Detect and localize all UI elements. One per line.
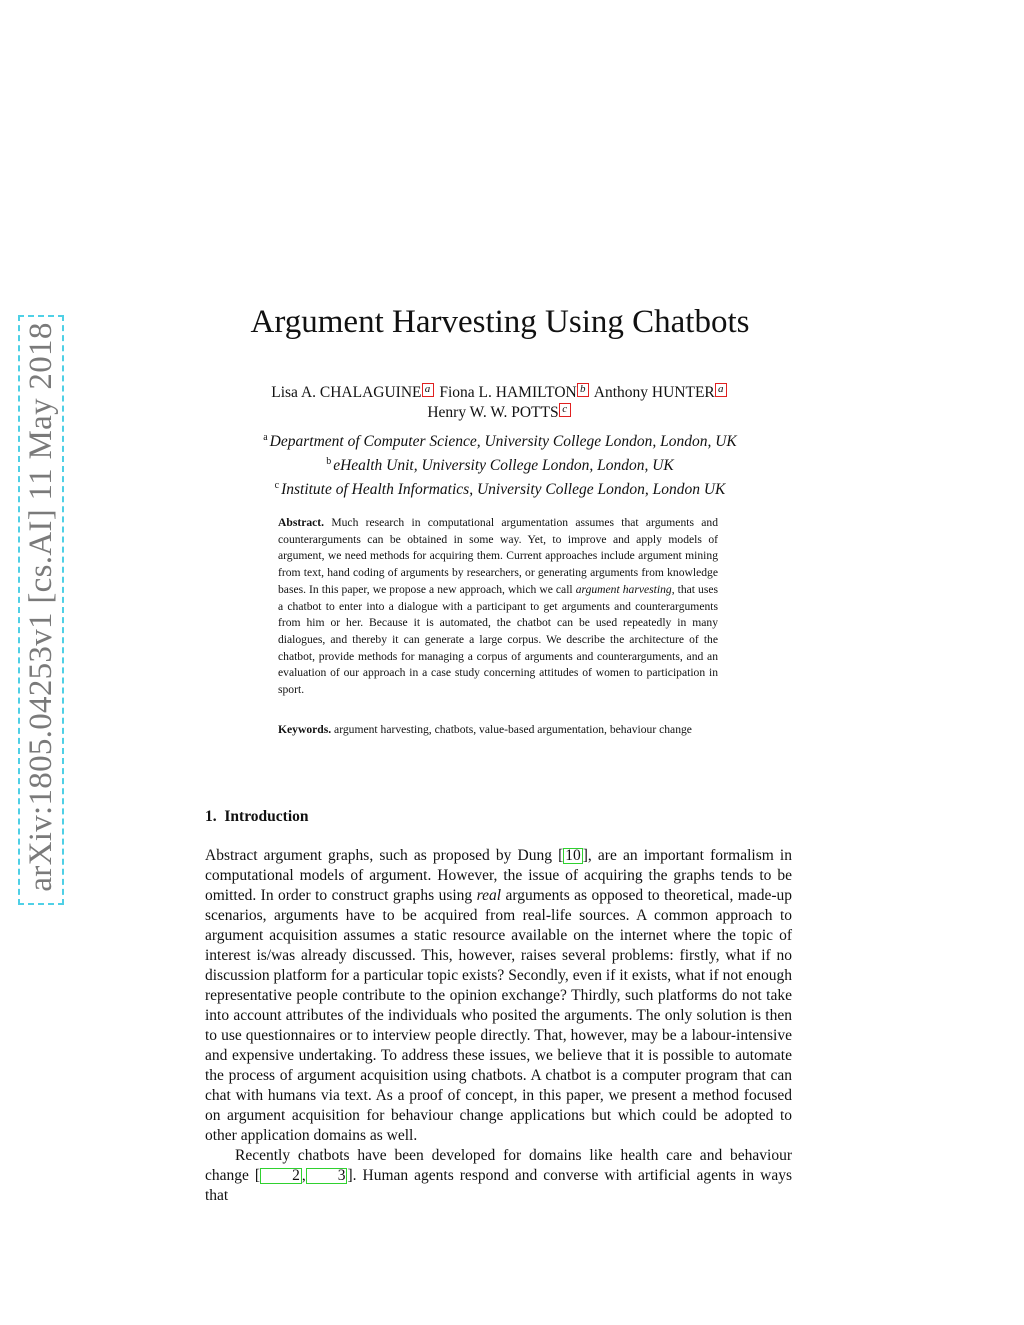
keywords-text: argument harvesting, chatbots, value-based argumentation, behaviour change xyxy=(334,723,692,736)
abstract-text: Much research in computational argumentation assumes that arguments and counterarguments can be obtained in some way. Yet, to improve and apply models of argument, we need methods for acquiring them. Current approaches include argument mining from text, hand coding of arguments by researchers, or generating arguments from knowledge bases. In this paper, we propose a new approach, which we call xyxy=(278,516,718,596)
author-name: Henry W. W. POTTS xyxy=(427,404,559,421)
citation-link[interactable]: 2 xyxy=(260,1168,302,1184)
paper-title: Argument Harvesting Using Chatbots xyxy=(250,304,750,340)
affiliation-link[interactable]: c xyxy=(559,403,571,417)
affiliation: $^a$ Department of Computer Science, University College London, London, UK xyxy=(263,432,737,451)
body-text xyxy=(205,846,792,1206)
affiliation: $^b$ eHealth Unit, University College London, London, UK xyxy=(326,456,674,475)
citation-link[interactable]: 10 xyxy=(565,847,581,864)
affiliation-link[interactable]: a xyxy=(715,383,727,397)
affiliation: $^c$ Institute of Health Informatics, University College London, London UK xyxy=(274,480,726,499)
abstract-label: Abstract. xyxy=(278,516,325,529)
keywords xyxy=(278,722,718,739)
abstract-emphasis: argument harvesting xyxy=(575,582,672,596)
author-list xyxy=(200,383,800,423)
abstract-text: , that uses a chatbot to enter into a dialogue with a participant to get arguments and counterarguments from him or her. Because it is automated, the chatbot can be used repeatedly in many dialogues, and thereby it can generate a large corpus. We describe the architecture of the chatbot, provide methods for managing a corpus of arguments and counterarguments, and an evaluation of our approach in a case study concerning attitudes of women to participation in sport. xyxy=(278,582,719,697)
affiliation-list xyxy=(200,428,800,500)
paragraph: Recently chatbots have been developed for domains like health care and behaviour change [ 2 , 3 ]. Human agents respond and converse with artificial agents in ways that xyxy=(205,1147,792,1204)
affiliation-link[interactable]: a xyxy=(422,383,434,397)
section-number: 1. xyxy=(205,808,217,825)
emphasis: real xyxy=(476,887,502,904)
section-title: Introduction xyxy=(224,808,309,825)
arxiv-identifier[interactable]: arXiv:1805.04253v1 [cs.AI] 11 May 2018 xyxy=(23,322,59,892)
section-heading xyxy=(205,808,309,826)
paragraph: Abstract argument graphs, such as proposed by Dung [ 10 ], are an important formalism in computational models of argument. However, the issue of acquiring the graphs tends to be omitted. In order to construct graphs using real arguments as opposed to theoretical, made-up scenarios, arguments have to be acquired from real-life sources. A common approach to argument acquisition assumes a static resource available on the internet where the topic of interest is/was already discussed. This, however, raises several problems: firstly, what if no discussion platform for a particular topic exists? Secondly, even if it exists, what if not enough representative people contribute to the opinion exchange? Thirdly, such platforms do not take into account attributes of the individuals who posited the arguments. The only solution is then to use questionnaires or to interview people directly. That, however, may be a labour-intensive and expensive undertaking. To address these issues, we believe that it is possible to automate the process of argument acquisition using chatbots. A chatbot is a computer program that can chat with humans via text. As a proof of concept, in this paper, we present a method focused on argument acquisition for behaviour change applications but which could be adopted to other application domains as well. xyxy=(205,847,793,1144)
keywords-label: Keywords. xyxy=(278,723,332,736)
citation-link[interactable]: 3 xyxy=(306,1168,348,1184)
author-name: Fiona L. HAMILTON xyxy=(439,384,577,401)
affiliation-link[interactable]: b xyxy=(577,383,589,397)
author-name: Lisa A. CHALAGUINE xyxy=(271,384,422,401)
author-name: Anthony HUNTER xyxy=(593,384,715,401)
abstract xyxy=(278,515,718,699)
